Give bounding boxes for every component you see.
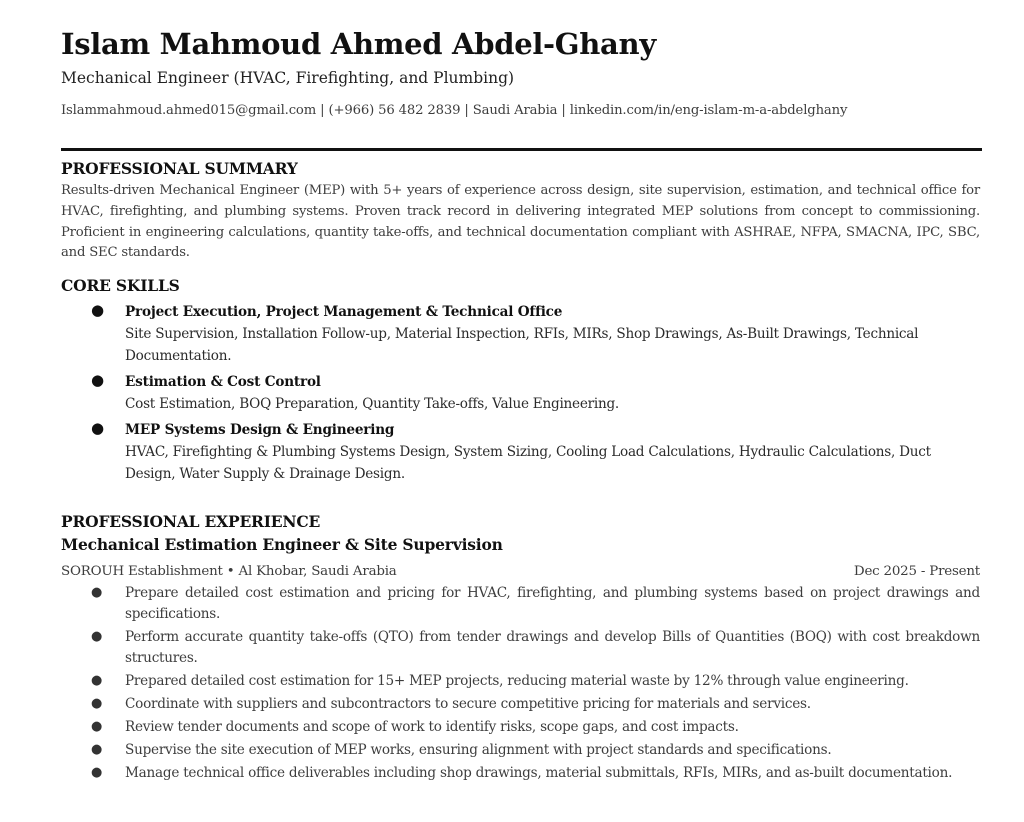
duty-item [61, 694, 980, 715]
duty-item [61, 740, 980, 761]
duty-item [61, 627, 980, 669]
duty-text: Supervise the site execution of MEP works, ensuring alignment with project standards and specifications. [125, 742, 832, 759]
bullet-icon: ● [91, 765, 103, 781]
bullet-icon: ● [91, 719, 103, 735]
skill-title: MEP Systems Design & Engineering [125, 422, 395, 439]
skill-item [61, 302, 980, 367]
skills-heading: CORE SKILLS [61, 276, 180, 296]
skill-item [61, 372, 980, 415]
bullet-icon: ● [91, 672, 103, 688]
skills-list [61, 302, 980, 485]
skill-description: Site Supervision, Installation Follow-up, Material Inspection, RFIs, MIRs, Shop Drawings, As-Built Drawings, Technical Documentation. [125, 326, 919, 365]
skill-title: Estimation & Cost Control [125, 374, 321, 391]
duty-text: Review tender documents and scope of work to identify risks, scope gaps, and cost impacts. [125, 719, 739, 736]
bullet-icon: ● [91, 696, 103, 712]
contact-line: Islammahmoud.ahmed015@gmail.com | (+966) 56 482 2839 | Saudi Arabia | linkedin.com/in/eng-islam-m-a-abdelghany [61, 103, 848, 118]
bullet-icon: ● [91, 585, 103, 601]
candidate-name: Islam Mahmoud Ahmed Abdel-Ghany [61, 27, 656, 61]
duty-text: Manage technical office deliverables including shop drawings, material submittals, RFIs, MIRs, and as-built documentation. [125, 765, 953, 782]
duty-item [61, 717, 980, 738]
header-divider [61, 148, 982, 151]
job-title: Mechanical Estimation Engineer & Site Supervision [61, 535, 503, 555]
duties-list [61, 583, 980, 784]
skill-item [61, 420, 980, 485]
bullet-icon: ● [91, 629, 103, 645]
duty-text: Coordinate with suppliers and subcontractors to secure competitive pricing for materials and services. [125, 696, 811, 713]
bullet-icon: ● [91, 742, 103, 758]
summary-heading: PROFESSIONAL SUMMARY [61, 159, 298, 178]
skill-description: HVAC, Firefighting & Plumbing Systems Design, System Sizing, Cooling Load Calculations, Hydraulic Calculations, Duct Design, Water Supply & Drainage Design. [125, 444, 931, 483]
experience-heading: PROFESSIONAL EXPERIENCE [61, 512, 321, 532]
bullet-icon: ● [91, 301, 105, 320]
duty-text: Prepared detailed cost estimation for 15+ MEP projects, reducing material waste by 12% through value engineering. [125, 672, 909, 689]
duty-item [61, 763, 980, 784]
section-gap [61, 490, 980, 504]
duty-text: Prepare detailed cost estimation and pricing for HVAC, firefighting, and plumbing systems based on project drawings and specifications. [125, 585, 980, 622]
bullet-icon: ● [91, 419, 105, 438]
bullet-icon: ● [91, 371, 105, 390]
duty-item [61, 671, 980, 692]
job-dates: Dec 2025 - Present [853, 564, 980, 580]
duty-item [61, 583, 980, 625]
skill-description: Cost Estimation, BOQ Preparation, Quantity Take-offs, Value Engineering. [125, 396, 620, 413]
summary-text: Results-driven Mechanical Engineer (MEP) with 5+ years of experience across design, site supervision, estimation, and technical office for HVAC, firefighting, and plumbing systems. Proven track record in delivering integrated MEP solutions from concept to commissioning. Proficient in engineering calculations, quantity take-offs, and technical documentation compliant with ASHRAE, NFPA, SMACNA, IPC, SBC, and SEC standards. [61, 183, 980, 261]
skill-title: Project Execution, Project Management & Technical Office [125, 304, 563, 321]
duty-text: Perform accurate quantity take-offs (QTO) from tender drawings and develop Bills of Quantities (BOQ) with cost breakdown structures. [125, 629, 980, 666]
job-meta [61, 563, 980, 581]
candidate-subtitle: Mechanical Engineer (HVAC, Firefighting, and Plumbing) [61, 69, 515, 87]
company-location: SOROUH Establishment • Al Khobar, Saudi Arabia [61, 564, 397, 580]
